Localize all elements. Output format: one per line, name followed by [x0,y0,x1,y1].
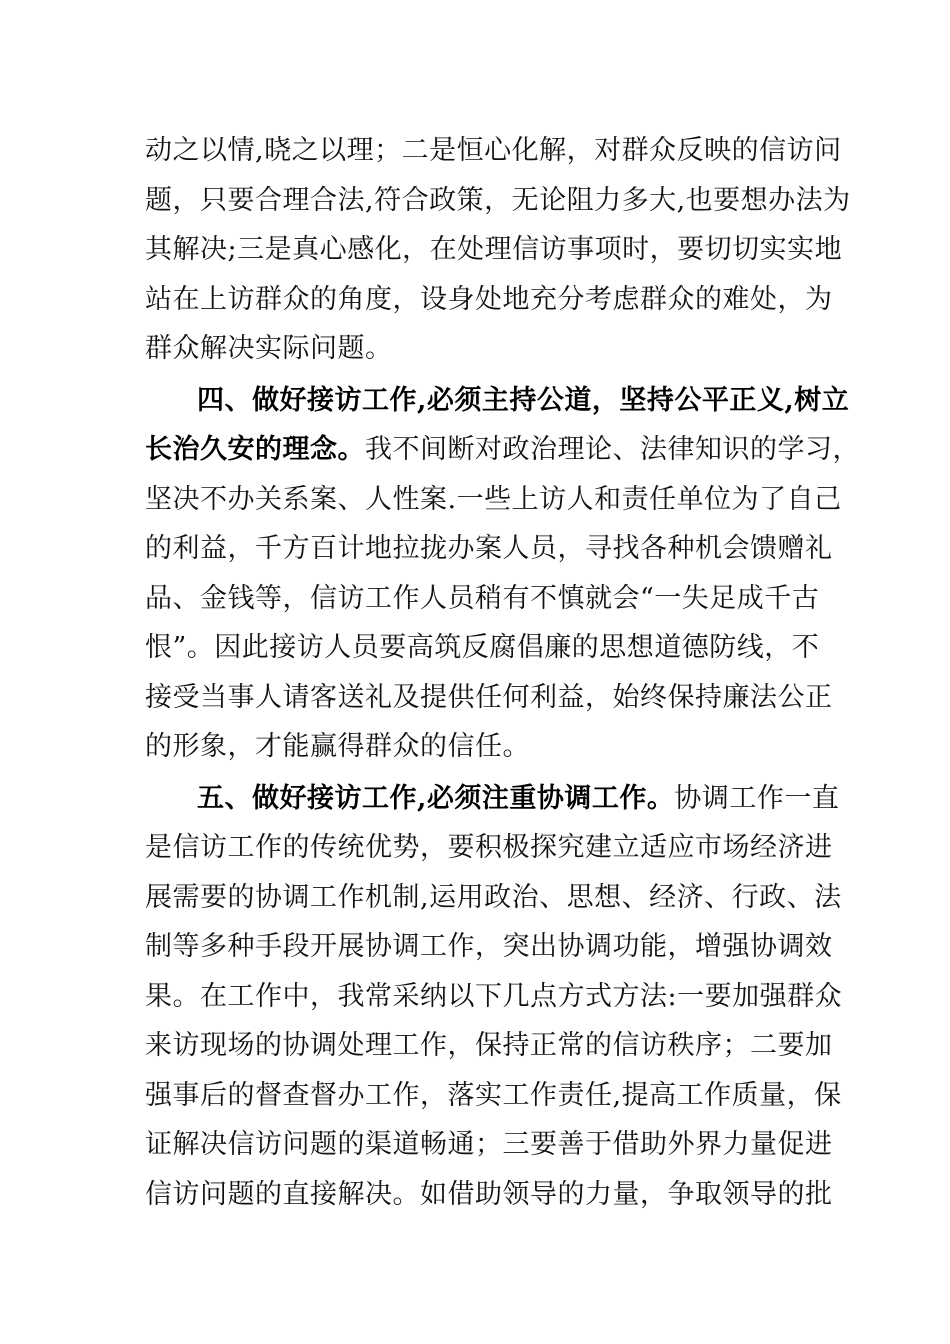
paragraph-line: 证解决信访问题的渠道畅通；三要善于借助外界力量促进 [145,1129,833,1160]
section-4-heading-continued: 长治久安的理念。 [145,434,365,465]
document-body [145,126,860,1219]
paragraph-line: 制等多种手段开展协调工作，突出协调功能，增强协调效 [145,931,833,962]
paragraph-line: 恨”。因此接访人员要高筑反腐倡廉的思想道德防线，不 [145,632,820,663]
paragraph-line: 展需要的协调工作机制,运用政治、思想、经济、行政、法 [145,881,842,913]
paragraph-line: 强事后的督查督办工作，落实工作责任,提高工作质量，保 [145,1079,842,1111]
paragraph-line: 坚决不办关系案、人性案.一些上访人和责任单位为了自己 [145,483,842,515]
paragraph-line: 来访现场的协调处理工作，保持正常的信访秩序；二要加 [145,1030,833,1061]
paragraph-line: 站在上访群众的角度，设身处地充分考虑群众的难处，为 [145,283,833,315]
section-5-text: 协调工作一直 [674,782,840,814]
section-4-text: 我不间断对政治理论、法律知识的学习， [365,434,860,465]
section-4-heading-text: 四、做好接访工作,必须主持公道，坚持公平正义,树立 [197,384,850,416]
paragraph-line: 品、金钱等，信访工作人员稍有不慎就会“一失足成千古 [145,582,820,614]
paragraph-line: 群众解决实际问题。 [145,333,393,364]
paragraph-line: 题，只要合理合法,符合政策，无论阻力多大,也要想办法为 [145,184,851,216]
paragraph-line: 接受当事人请客送礼及提供任何利益，始终保持廉法公正 [145,681,833,713]
paragraph-line: 信访问题的直接解决。如借助领导的力量，争取领导的批 [145,1178,833,1210]
paragraph-line [145,425,860,475]
section-5-heading [145,774,840,824]
paragraph-line: 的形象，才能赢得群众的信任。 [145,731,530,762]
section-4-heading [145,376,850,426]
section-5-heading-text: 五、做好接访工作,必须注重协调工作。 [197,782,675,814]
paragraph-line: 是信访工作的传统优势，要积极探究建立适应市场经济进 [145,832,833,863]
paragraph-line: 果。在工作中，我常采纳以下几点方式方法:一要加强群众 [145,980,843,1012]
paragraph-line: 的利益，千方百计地拉拢办案人员，寻找各种机会馈赠礼 [145,533,833,564]
paragraph-line: 其解决;三是真心感化，在处理信访事项时，要切切实实地 [145,234,843,265]
paragraph-line: 动之以情,晓之以理；二是恒心化解，对群众反映的信访问 [145,135,842,166]
